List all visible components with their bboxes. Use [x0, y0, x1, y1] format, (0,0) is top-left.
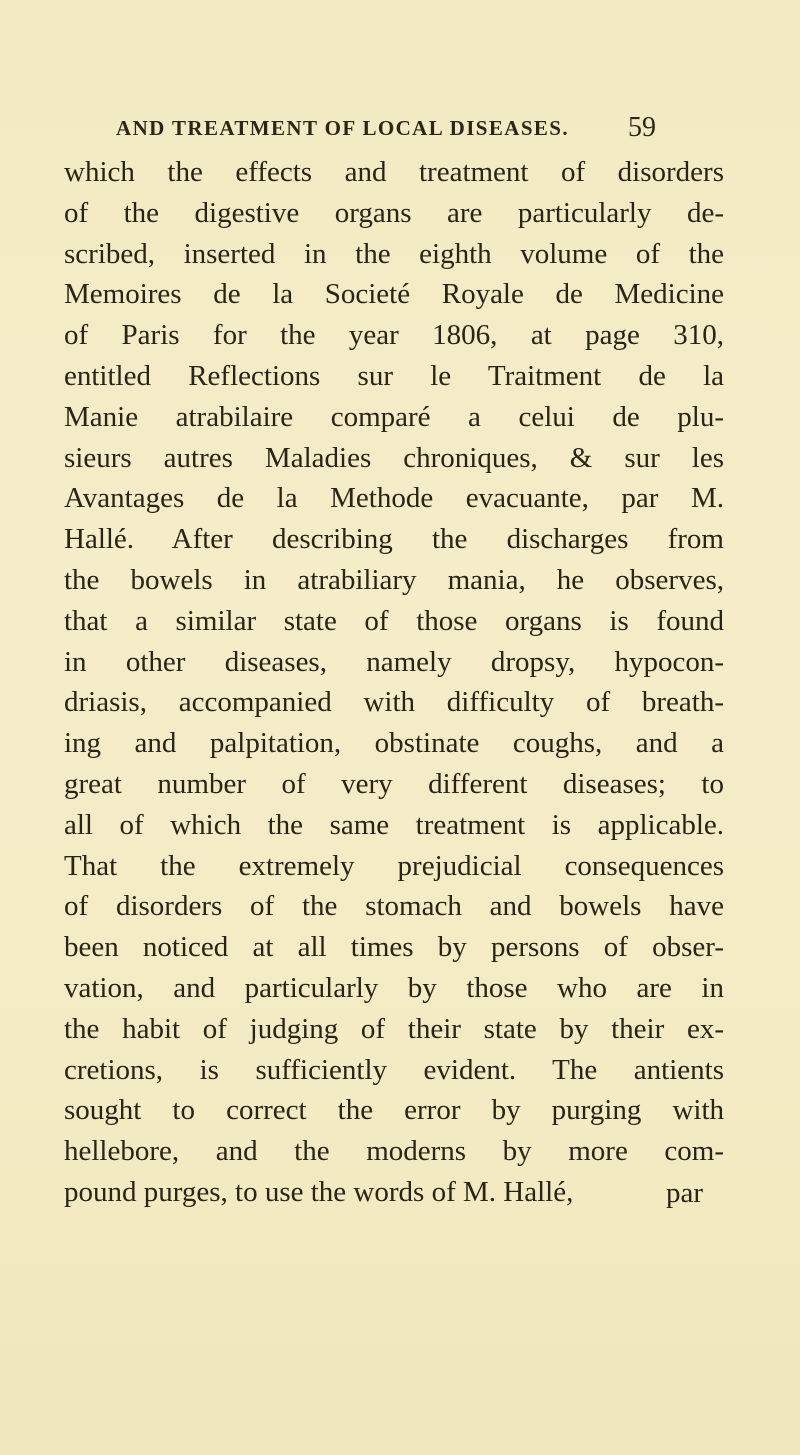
- text-line: vation, and particularly by those who are in: [64, 971, 724, 1004]
- text-line: of Paris for the year 1806, at page 310,: [64, 319, 724, 352]
- text-line: Manie atrabilaire comparé a celui de plu-: [64, 400, 724, 433]
- text-line: great number of very different diseases; to: [64, 767, 724, 800]
- text-line: That the extremely prejudicial consequences: [64, 849, 724, 882]
- text-line: the bowels in atrabiliary mania, he observes,: [64, 563, 724, 596]
- text-line: the habit of judging of their state by their ex-: [64, 1012, 724, 1045]
- text-line: cretions, is sufficiently evident. The antients: [64, 1053, 724, 1086]
- text-line: driasis, accompanied with difficulty of breath-: [64, 686, 724, 719]
- catchword: par: [666, 1177, 704, 1209]
- text-line: hellebore, and the moderns by more com-: [64, 1135, 724, 1168]
- text-line: all of which the same treatment is applicable.: [64, 808, 724, 841]
- text-line: pound purges, to use the words of M. Hallé,: [64, 1175, 574, 1208]
- text-line: entitled Reflections sur le Traitment de la: [64, 359, 724, 392]
- text-line: ing and palpitation, obstinate coughs, and a: [64, 727, 724, 760]
- text-line: sought to correct the error by purging with: [64, 1094, 724, 1127]
- text-line: sieurs autres Maladies chroniques, & sur les: [64, 441, 724, 474]
- running-head: [116, 112, 656, 156]
- text-line: Avantages de la Methode evacuante, par M.: [64, 482, 724, 515]
- page-number: 59: [628, 112, 656, 143]
- text-line: that a similar state of those organs is found: [64, 604, 724, 637]
- text-line: in other diseases, namely dropsy, hypocon-: [64, 645, 724, 678]
- text-line: Hallé. After describing the discharges from: [64, 523, 724, 556]
- text-line: Memoires de la Societé Royale de Medicine: [64, 278, 724, 311]
- text-line: which the effects and treatment of disorders: [64, 156, 724, 188]
- body-text: [64, 152, 724, 1213]
- text-line: been noticed at all times by persons of obser-: [64, 931, 724, 964]
- running-head-title: AND TREATMENT OF LOCAL DISEASES.: [116, 116, 570, 140]
- text-line: scribed, inserted in the eighth volume of the: [64, 237, 724, 270]
- text-line: of disorders of the stomach and bowels have: [64, 890, 724, 923]
- text-line: of the digestive organs are particularly de-: [64, 196, 724, 229]
